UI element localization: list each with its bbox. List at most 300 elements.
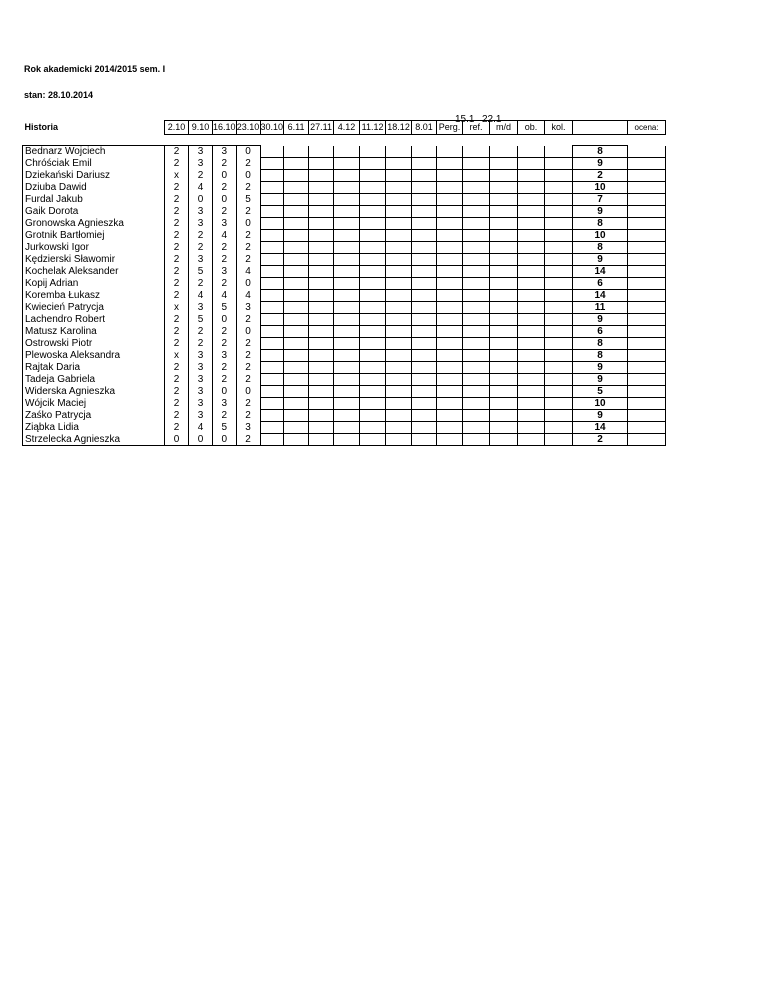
empty-cell (437, 158, 463, 170)
empty-cell (490, 242, 518, 254)
column-header: ref. (463, 121, 490, 135)
empty-cell (334, 350, 360, 362)
empty-cell (360, 326, 386, 338)
score-cell: 2 (236, 182, 260, 194)
empty-cell (260, 362, 284, 374)
empty-cell (309, 434, 334, 446)
spacer-cell (213, 135, 237, 146)
empty-cell (334, 410, 360, 422)
empty-cell (309, 242, 334, 254)
empty-cell (260, 266, 284, 278)
empty-cell (412, 410, 437, 422)
column-header: 11.12 (360, 121, 386, 135)
empty-cell (260, 218, 284, 230)
empty-cell (545, 194, 573, 206)
grade-cell (628, 374, 666, 386)
empty-cell (437, 290, 463, 302)
table-row (23, 350, 666, 362)
empty-cell (260, 170, 284, 182)
score-cell: 2 (165, 218, 189, 230)
empty-cell (463, 350, 490, 362)
empty-cell (518, 314, 545, 326)
score-cell: 2 (165, 314, 189, 326)
column-header (573, 121, 628, 135)
score-cell: 2 (189, 326, 213, 338)
empty-cell (518, 230, 545, 242)
score-cell: 0 (236, 146, 260, 158)
exam-date-2: 22.1 (482, 114, 502, 125)
grade-cell (628, 326, 666, 338)
empty-cell (518, 290, 545, 302)
score-cell: 2 (236, 350, 260, 362)
empty-cell (490, 434, 518, 446)
total-score: 9 (573, 254, 628, 266)
empty-cell (386, 194, 412, 206)
student-name: Tadeja Gabriela (23, 374, 165, 386)
empty-cell (360, 374, 386, 386)
empty-cell (437, 434, 463, 446)
empty-cell (463, 170, 490, 182)
empty-cell (490, 362, 518, 374)
empty-cell (545, 266, 573, 278)
empty-cell (334, 194, 360, 206)
empty-cell (334, 422, 360, 434)
score-cell: 3 (213, 218, 237, 230)
empty-cell (260, 350, 284, 362)
empty-cell (334, 398, 360, 410)
empty-cell (437, 386, 463, 398)
empty-cell (309, 290, 334, 302)
empty-cell (463, 302, 490, 314)
empty-cell (309, 362, 334, 374)
empty-cell (284, 350, 309, 362)
table-row (23, 362, 666, 374)
grade-cell (628, 398, 666, 410)
grades-table (22, 120, 666, 446)
empty-cell (309, 278, 334, 290)
empty-cell (490, 290, 518, 302)
empty-cell (260, 206, 284, 218)
score-cell: 2 (165, 146, 189, 158)
empty-cell (545, 182, 573, 194)
score-cell: 2 (236, 254, 260, 266)
grade-cell (628, 194, 666, 206)
empty-cell (360, 230, 386, 242)
total-score: 6 (573, 278, 628, 290)
spacer-cell (260, 135, 284, 146)
empty-cell (518, 434, 545, 446)
grade-cell (628, 302, 666, 314)
score-cell: 3 (189, 398, 213, 410)
empty-cell (386, 374, 412, 386)
empty-cell (386, 182, 412, 194)
table-row (23, 218, 666, 230)
empty-cell (412, 290, 437, 302)
empty-cell (412, 362, 437, 374)
empty-cell (309, 398, 334, 410)
score-cell: 2 (213, 182, 237, 194)
spacer-cell (236, 135, 260, 146)
empty-cell (386, 434, 412, 446)
empty-cell (360, 314, 386, 326)
empty-cell (412, 218, 437, 230)
empty-cell (260, 230, 284, 242)
empty-cell (360, 278, 386, 290)
empty-cell (518, 242, 545, 254)
empty-cell (334, 266, 360, 278)
empty-cell (463, 218, 490, 230)
empty-cell (284, 434, 309, 446)
empty-cell (412, 422, 437, 434)
score-cell: 2 (165, 386, 189, 398)
empty-cell (309, 386, 334, 398)
empty-cell (386, 314, 412, 326)
empty-cell (463, 314, 490, 326)
empty-cell (412, 398, 437, 410)
empty-cell (412, 230, 437, 242)
empty-cell (360, 182, 386, 194)
total-score: 9 (573, 362, 628, 374)
empty-cell (360, 170, 386, 182)
empty-cell (284, 158, 309, 170)
total-score: 14 (573, 290, 628, 302)
table-row (23, 422, 666, 434)
empty-cell (437, 374, 463, 386)
empty-cell (437, 146, 463, 158)
empty-cell (260, 326, 284, 338)
empty-cell (545, 374, 573, 386)
total-score: 10 (573, 182, 628, 194)
score-cell: 2 (165, 326, 189, 338)
empty-cell (490, 170, 518, 182)
empty-cell (437, 422, 463, 434)
score-cell: 2 (165, 254, 189, 266)
empty-cell (518, 350, 545, 362)
student-name: Bednarz Wojciech (23, 146, 165, 158)
empty-cell (260, 434, 284, 446)
empty-cell (309, 374, 334, 386)
empty-cell (309, 314, 334, 326)
empty-cell (545, 362, 573, 374)
score-cell: 2 (236, 206, 260, 218)
empty-cell (490, 338, 518, 350)
grade-cell (628, 206, 666, 218)
empty-cell (260, 314, 284, 326)
empty-cell (386, 302, 412, 314)
empty-cell (463, 182, 490, 194)
empty-cell (437, 326, 463, 338)
empty-cell (309, 326, 334, 338)
column-header: 18.12 (386, 121, 412, 135)
score-cell: 3 (236, 422, 260, 434)
spacer-cell (386, 135, 412, 146)
score-cell: 2 (213, 326, 237, 338)
empty-cell (518, 338, 545, 350)
spacer-cell (437, 135, 463, 146)
empty-cell (545, 230, 573, 242)
empty-cell (284, 254, 309, 266)
empty-cell (545, 254, 573, 266)
empty-cell (284, 422, 309, 434)
empty-cell (463, 206, 490, 218)
empty-cell (284, 374, 309, 386)
score-cell: 3 (189, 350, 213, 362)
empty-cell (412, 146, 437, 158)
score-cell: 5 (236, 194, 260, 206)
score-cell: 0 (236, 218, 260, 230)
empty-cell (518, 374, 545, 386)
total-score: 9 (573, 314, 628, 326)
empty-cell (334, 254, 360, 266)
empty-cell (386, 230, 412, 242)
score-cell: 2 (236, 230, 260, 242)
empty-cell (412, 350, 437, 362)
column-header: Perg. (437, 121, 463, 135)
empty-cell (518, 146, 545, 158)
student-name: Matusz Karolina (23, 326, 165, 338)
empty-cell (260, 158, 284, 170)
score-cell: 2 (165, 158, 189, 170)
table-row (23, 242, 666, 254)
grade-cell (628, 182, 666, 194)
table-row (23, 338, 666, 350)
score-cell: 3 (213, 146, 237, 158)
empty-cell (463, 422, 490, 434)
empty-cell (386, 158, 412, 170)
score-cell: 2 (236, 398, 260, 410)
empty-cell (463, 254, 490, 266)
total-score: 8 (573, 350, 628, 362)
column-header: 6.11 (284, 121, 309, 135)
empty-cell (463, 434, 490, 446)
score-cell: x (165, 170, 189, 182)
column-header: ob. (518, 121, 545, 135)
empty-cell (309, 206, 334, 218)
status-date: stan: 28.10.2014 (24, 90, 94, 100)
empty-cell (412, 194, 437, 206)
grade-cell (628, 158, 666, 170)
empty-cell (386, 386, 412, 398)
empty-cell (545, 290, 573, 302)
empty-cell (412, 182, 437, 194)
score-cell: 3 (236, 302, 260, 314)
student-name: Dziekański Dariusz (23, 170, 165, 182)
total-score: 6 (573, 326, 628, 338)
score-cell: 4 (213, 230, 237, 242)
student-name: Widerska Agnieszka (23, 386, 165, 398)
empty-cell (334, 290, 360, 302)
empty-cell (260, 398, 284, 410)
empty-cell (545, 422, 573, 434)
empty-cell (463, 338, 490, 350)
empty-cell (463, 290, 490, 302)
empty-cell (437, 254, 463, 266)
empty-cell (284, 170, 309, 182)
empty-cell (545, 206, 573, 218)
empty-cell (334, 182, 360, 194)
score-cell: 4 (189, 422, 213, 434)
empty-cell (490, 158, 518, 170)
empty-cell (334, 170, 360, 182)
spacer-cell (23, 135, 165, 146)
table-row (23, 182, 666, 194)
empty-cell (284, 314, 309, 326)
total-score: 8 (573, 146, 628, 158)
student-name: Koremba Łukasz (23, 290, 165, 302)
student-name: Grotnik Bartłomiej (23, 230, 165, 242)
table-row (23, 146, 666, 158)
score-cell: 4 (236, 290, 260, 302)
spacer-cell (360, 135, 386, 146)
total-score: 14 (573, 422, 628, 434)
score-cell: 2 (213, 410, 237, 422)
empty-cell (284, 338, 309, 350)
header-row (23, 121, 666, 135)
empty-cell (360, 398, 386, 410)
total-score: 9 (573, 374, 628, 386)
empty-cell (545, 158, 573, 170)
grade-cell (628, 434, 666, 446)
empty-cell (437, 410, 463, 422)
empty-cell (284, 362, 309, 374)
empty-cell (490, 326, 518, 338)
spacer-cell (628, 135, 666, 146)
grade-cell (628, 350, 666, 362)
score-cell: 2 (189, 278, 213, 290)
empty-cell (463, 158, 490, 170)
score-cell: 2 (236, 338, 260, 350)
table-row (23, 434, 666, 446)
score-cell: 3 (213, 266, 237, 278)
score-cell: 5 (213, 302, 237, 314)
empty-cell (360, 158, 386, 170)
score-cell: 5 (189, 314, 213, 326)
score-cell: x (165, 302, 189, 314)
score-cell: 2 (189, 230, 213, 242)
table-row (23, 158, 666, 170)
empty-cell (386, 266, 412, 278)
empty-cell (545, 410, 573, 422)
empty-cell (260, 422, 284, 434)
empty-cell (545, 170, 573, 182)
empty-cell (260, 338, 284, 350)
score-cell: 0 (213, 434, 237, 446)
empty-cell (490, 314, 518, 326)
empty-cell (412, 242, 437, 254)
empty-cell (412, 254, 437, 266)
empty-cell (386, 146, 412, 158)
total-score: 5 (573, 386, 628, 398)
spacer-cell (518, 135, 545, 146)
empty-cell (309, 146, 334, 158)
empty-cell (463, 398, 490, 410)
column-header: 27.11 (309, 121, 334, 135)
table-row (23, 302, 666, 314)
total-score: 2 (573, 434, 628, 446)
empty-cell (260, 242, 284, 254)
spacer-cell (165, 135, 189, 146)
empty-cell (360, 338, 386, 350)
empty-cell (360, 422, 386, 434)
score-cell: 0 (213, 386, 237, 398)
empty-cell (412, 278, 437, 290)
table-row (23, 266, 666, 278)
empty-cell (490, 254, 518, 266)
score-cell: 2 (213, 362, 237, 374)
empty-cell (260, 386, 284, 398)
student-name: Furdal Jakub (23, 194, 165, 206)
empty-cell (386, 326, 412, 338)
empty-cell (386, 206, 412, 218)
table-row (23, 410, 666, 422)
score-cell: 0 (236, 170, 260, 182)
empty-cell (412, 314, 437, 326)
column-header: 23.10 (236, 121, 260, 135)
empty-cell (490, 278, 518, 290)
empty-cell (386, 398, 412, 410)
empty-cell (437, 350, 463, 362)
score-cell: 2 (189, 338, 213, 350)
student-name: Wójcik Maciej (23, 398, 165, 410)
score-cell: 2 (213, 206, 237, 218)
empty-cell (309, 254, 334, 266)
empty-cell (463, 278, 490, 290)
grade-cell (628, 170, 666, 182)
empty-cell (463, 410, 490, 422)
score-cell: 2 (165, 422, 189, 434)
score-cell: x (165, 350, 189, 362)
empty-cell (490, 386, 518, 398)
empty-cell (284, 242, 309, 254)
score-cell: 2 (236, 158, 260, 170)
empty-cell (463, 194, 490, 206)
empty-cell (284, 326, 309, 338)
empty-cell (386, 362, 412, 374)
empty-cell (260, 146, 284, 158)
table-row (23, 290, 666, 302)
score-cell: 2 (189, 242, 213, 254)
empty-cell (284, 266, 309, 278)
empty-cell (386, 242, 412, 254)
empty-cell (412, 434, 437, 446)
empty-cell (360, 194, 386, 206)
empty-cell (518, 194, 545, 206)
grades-table-wrap (22, 120, 666, 446)
empty-cell (260, 182, 284, 194)
table-row (23, 230, 666, 242)
empty-cell (463, 374, 490, 386)
score-cell: 0 (236, 386, 260, 398)
empty-cell (545, 302, 573, 314)
grade-cell (628, 338, 666, 350)
score-cell: 2 (165, 230, 189, 242)
empty-cell (545, 338, 573, 350)
empty-cell (463, 230, 490, 242)
empty-cell (518, 386, 545, 398)
empty-cell (284, 302, 309, 314)
table-row (23, 170, 666, 182)
empty-cell (386, 254, 412, 266)
score-cell: 0 (236, 326, 260, 338)
empty-cell (386, 422, 412, 434)
student-name: Kwiecień Patrycja (23, 302, 165, 314)
empty-cell (284, 218, 309, 230)
empty-cell (386, 338, 412, 350)
score-cell: 0 (165, 434, 189, 446)
score-cell: 2 (165, 182, 189, 194)
empty-cell (545, 398, 573, 410)
student-name: Gronowska Agnieszka (23, 218, 165, 230)
